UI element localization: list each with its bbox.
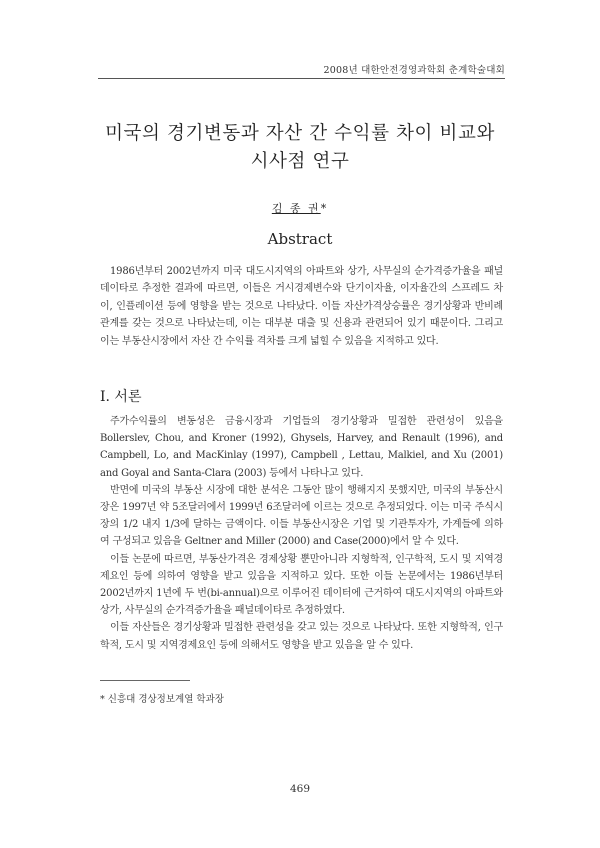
header-rule <box>98 78 505 79</box>
author-line <box>0 200 600 216</box>
running-header: 2008년 대한안전경영과학회 춘계학술대회 <box>323 65 505 76</box>
paragraph: 이들 자산들은 경기상황과 밀접한 관련성을 갖고 있는 것으로 나타났다. 또한 지형학적, 인구학적, 도시 및 지역경제요인 등에 의해서도 영향을 받고 있음을 알 수 있다. <box>100 622 503 651</box>
page-number: 469 <box>289 783 311 795</box>
title-line-2: 시사점 연구 <box>250 151 350 172</box>
paper-title <box>0 120 600 176</box>
footnote: * 신흥대 경상정보계열 학과장 <box>100 694 224 705</box>
section-heading-introduction: Ⅰ. 서론 <box>100 389 142 405</box>
author-footnote-mark: * <box>320 202 329 215</box>
abstract-body: 1986년부터 2002년까지 미국 대도시지역의 아파트와 상가, 사무실의 순가격증가율을 패널데이타로 추정한 결과에 따르면, 이들은 거시경제변수와 단기이자율, 이자율간의 스프레드 차이, 인플레이션 등에 영향을 받는 것으로 나타났다. 이들 자산가격상승률은 경기상황과 반비례관계를 갖는 것으로 나타났는데, 이는 대부분 대출 및 신용과 관련되어 있기 때문이다. 그리고 이는 부동산시장에서 자산 간 수익률 격차를 크게 넓힐 수 있음을 지적하고 있다. <box>100 266 503 347</box>
footnote-rule <box>100 680 190 681</box>
paragraph: 주가수익률의 변동성은 금융시장과 기업들의 경기상황과 밀접한 관련성이 있음을 Bollerslev, Chou, and Kroner (1992), Ghysels, Harvey, and Renault (1996), and Campbell, Lo, and MacKinlay (1997), Campbell , Lettau, Malkiel, and Xu (2001) and Goyal and Santa-Clara (2003) 등에서 나타나고 있다. <box>100 416 503 479</box>
section-body-introduction <box>100 413 503 654</box>
title-line-1: 미국의 경기변동과 자산 간 수익률 차이 비교와 <box>105 123 495 144</box>
author-name: 김 종 권 <box>271 202 321 215</box>
paragraph: 반면에 미국의 부동산 시장에 대한 분석은 그동안 많이 행해지지 못했지만, 미국의 부동산시장은 1997년 약 5조달러에서 1999년 6조달러에 이르는 것으로 추정되었다. 이는 미국 주식시장의 1/2 내지 1/3에 달하는 금액이다. 이들 부동산시장은 기업 및 기관투자가, 가계들에 의하여 구성되고 있음을 Geltner and Miller (2000) and Case(2000)에서 알 수 있다. <box>100 484 503 548</box>
paragraph: 이들 논문에 따르면, 부동산가격은 경제상황 뿐만아니라 지형학적, 인구학적, 도시 및 지역경제요인 등에 의하여 영향을 받고 있음을 지적하고 있다. 또한 이들 논문에서는 1986년부터 2002년까지 1년에 두 번(bi-annual)으로 이루어진 데이터에 근거하여 대도시지역의 아파트와 상가, 사무실의 순가격증가율을 패널데이타로 추정하였다. <box>100 553 503 617</box>
abstract-heading: Abstract <box>267 230 333 248</box>
